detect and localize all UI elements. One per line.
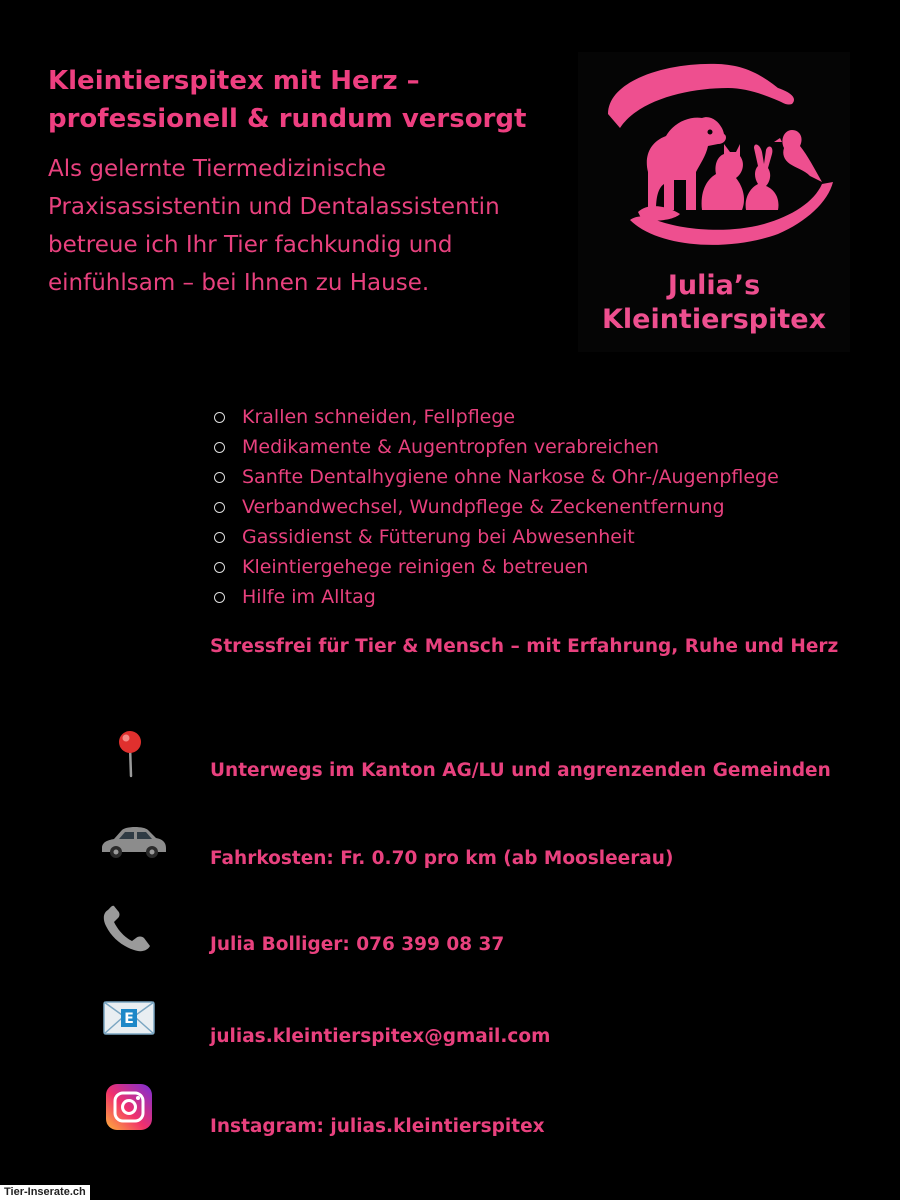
contact-travel xyxy=(0,818,900,878)
service-label: Hilfe im Alltag xyxy=(242,586,376,608)
email-icon xyxy=(98,998,170,1058)
headline xyxy=(48,62,568,138)
contact-instagram xyxy=(0,1082,900,1142)
intro-text xyxy=(48,150,568,302)
intro-line-4: einfühlsam – bei Ihnen zu Hause. xyxy=(48,270,430,296)
circle-bullet-icon xyxy=(214,532,225,543)
circle-bullet-icon xyxy=(214,472,225,483)
logo-title-line-1: Julia’s xyxy=(667,270,761,301)
watermark: Tier-Inserate.ch xyxy=(0,1185,90,1200)
intro-line-3: betreue ich Ihr Tier fachkundig und xyxy=(48,232,453,258)
circle-bullet-icon xyxy=(214,412,225,423)
list-item xyxy=(210,402,850,432)
service-label: Medikamente & Augentropfen verabreichen xyxy=(242,436,659,458)
tagline: Stressfrei für Tier & Mensch – mit Erfahrung, Ruhe und Herz xyxy=(210,636,839,657)
instagram-icon xyxy=(98,1082,170,1142)
circle-bullet-icon xyxy=(214,592,225,603)
service-label: Verbandwechsel, Wundpflege & Zeckenentfernung xyxy=(242,496,725,518)
location-text: Unterwegs im Kanton AG/LU und angrenzenden Gemeinden xyxy=(210,760,831,781)
circle-bullet-icon xyxy=(214,502,225,513)
instagram-text: Instagram: julias.kleintierspitex xyxy=(210,1116,545,1137)
email-text: julias.kleintierspitex@gmail.com xyxy=(210,1026,551,1047)
phone-text: Julia Bolliger: 076 399 08 37 xyxy=(210,934,505,955)
contact-email xyxy=(0,998,900,1058)
logo xyxy=(578,52,850,352)
contact-location xyxy=(0,728,900,788)
list-item xyxy=(210,552,850,582)
service-list xyxy=(210,402,850,612)
circle-bullet-icon xyxy=(214,442,225,453)
contact-phone xyxy=(0,904,900,964)
list-item xyxy=(210,462,850,492)
svg-text:E: E xyxy=(124,1011,134,1027)
service-label: Kleintiergehege reinigen & betreuen xyxy=(242,556,589,578)
service-label: Gassidienst & Fütterung bei Abwesenheit xyxy=(242,526,635,548)
car-icon xyxy=(98,818,170,878)
travel-cost-text: Fahrkosten: Fr. 0.70 pro km (ab Moosleerau) xyxy=(210,848,674,869)
intro-line-2: Praxisassistentin und Dentalassistentin xyxy=(48,194,500,220)
logo-pets-hands-icon xyxy=(578,52,850,272)
pin-icon xyxy=(98,728,170,788)
list-item xyxy=(210,432,850,462)
headline-line-2: professionell & rundum versorgt xyxy=(48,104,527,134)
logo-title-line-2: Kleintierspitex xyxy=(601,304,827,335)
phone-icon xyxy=(98,904,170,964)
service-label: Sanfte Dentalhygiene ohne Narkose & Ohr-/Augenpflege xyxy=(242,466,779,488)
list-item xyxy=(210,582,850,612)
circle-bullet-icon xyxy=(214,562,225,573)
headline-line-1: Kleintierspitex mit Herz – xyxy=(48,66,420,96)
service-label: Krallen schneiden, Fellpflege xyxy=(242,406,516,428)
list-item xyxy=(210,522,850,552)
list-item xyxy=(210,492,850,522)
intro-line-1: Als gelernte Tiermedizinische xyxy=(48,156,387,182)
